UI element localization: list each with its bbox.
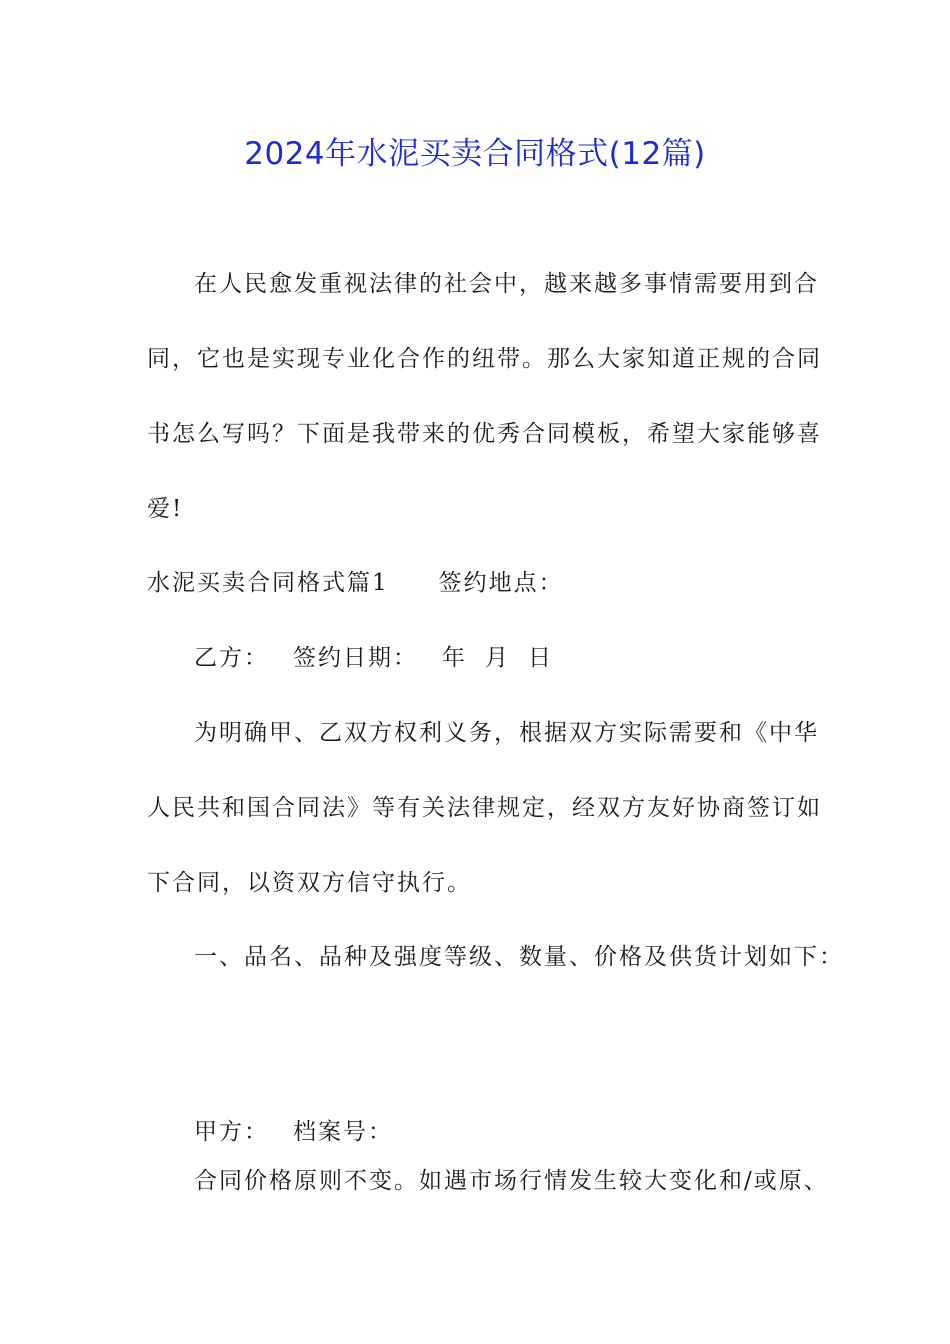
party-a-line — [194, 1117, 393, 1147]
party-b-label: 乙方： — [194, 645, 269, 671]
price-clause: 合同价格原则不变。如遇市场行情发生较大变化和/或原、 — [194, 1168, 829, 1194]
preamble-line-1: 为明确甲、乙双方权利义务，根据双方实际需要和《中华 — [194, 720, 819, 746]
date-year: 年 — [442, 645, 467, 671]
date-month: 月 — [485, 645, 510, 671]
intro-line-1: 在人民愈发重视法律的社会中，越来越多事情需要用到合 — [194, 271, 819, 297]
signing-place-label: 签约地点： — [438, 570, 564, 596]
party-b-line — [194, 643, 553, 673]
intro-line-4: 爱! — [147, 496, 184, 522]
intro-line-3: 书怎么写吗？下面是我带来的优秀合同模板，希望大家能够喜 — [147, 421, 822, 447]
preamble-line-2: 人民共和国合同法》等有关法律规定，经双方友好协商签订如 — [147, 795, 822, 821]
section-heading: 水泥买卖合同格式篇1 — [147, 570, 389, 596]
file-no-label: 档案号： — [293, 1119, 393, 1145]
document-title: 2024年水泥买卖合同格式(12篇) — [244, 136, 706, 172]
intro-line-2: 同，它也是实现专业化合作的纽带。那么大家知道正规的合同 — [147, 346, 822, 372]
date-day: 日 — [528, 645, 553, 671]
signing-date-label: 签约日期： — [293, 645, 418, 671]
clause-1: 一、品名、品种及强度等级、数量、价格及供货计划如下： — [194, 944, 844, 970]
section-heading-line — [147, 568, 564, 598]
party-a-label: 甲方： — [194, 1119, 269, 1145]
preamble-line-3: 下合同，以资双方信守执行。 — [147, 870, 472, 896]
